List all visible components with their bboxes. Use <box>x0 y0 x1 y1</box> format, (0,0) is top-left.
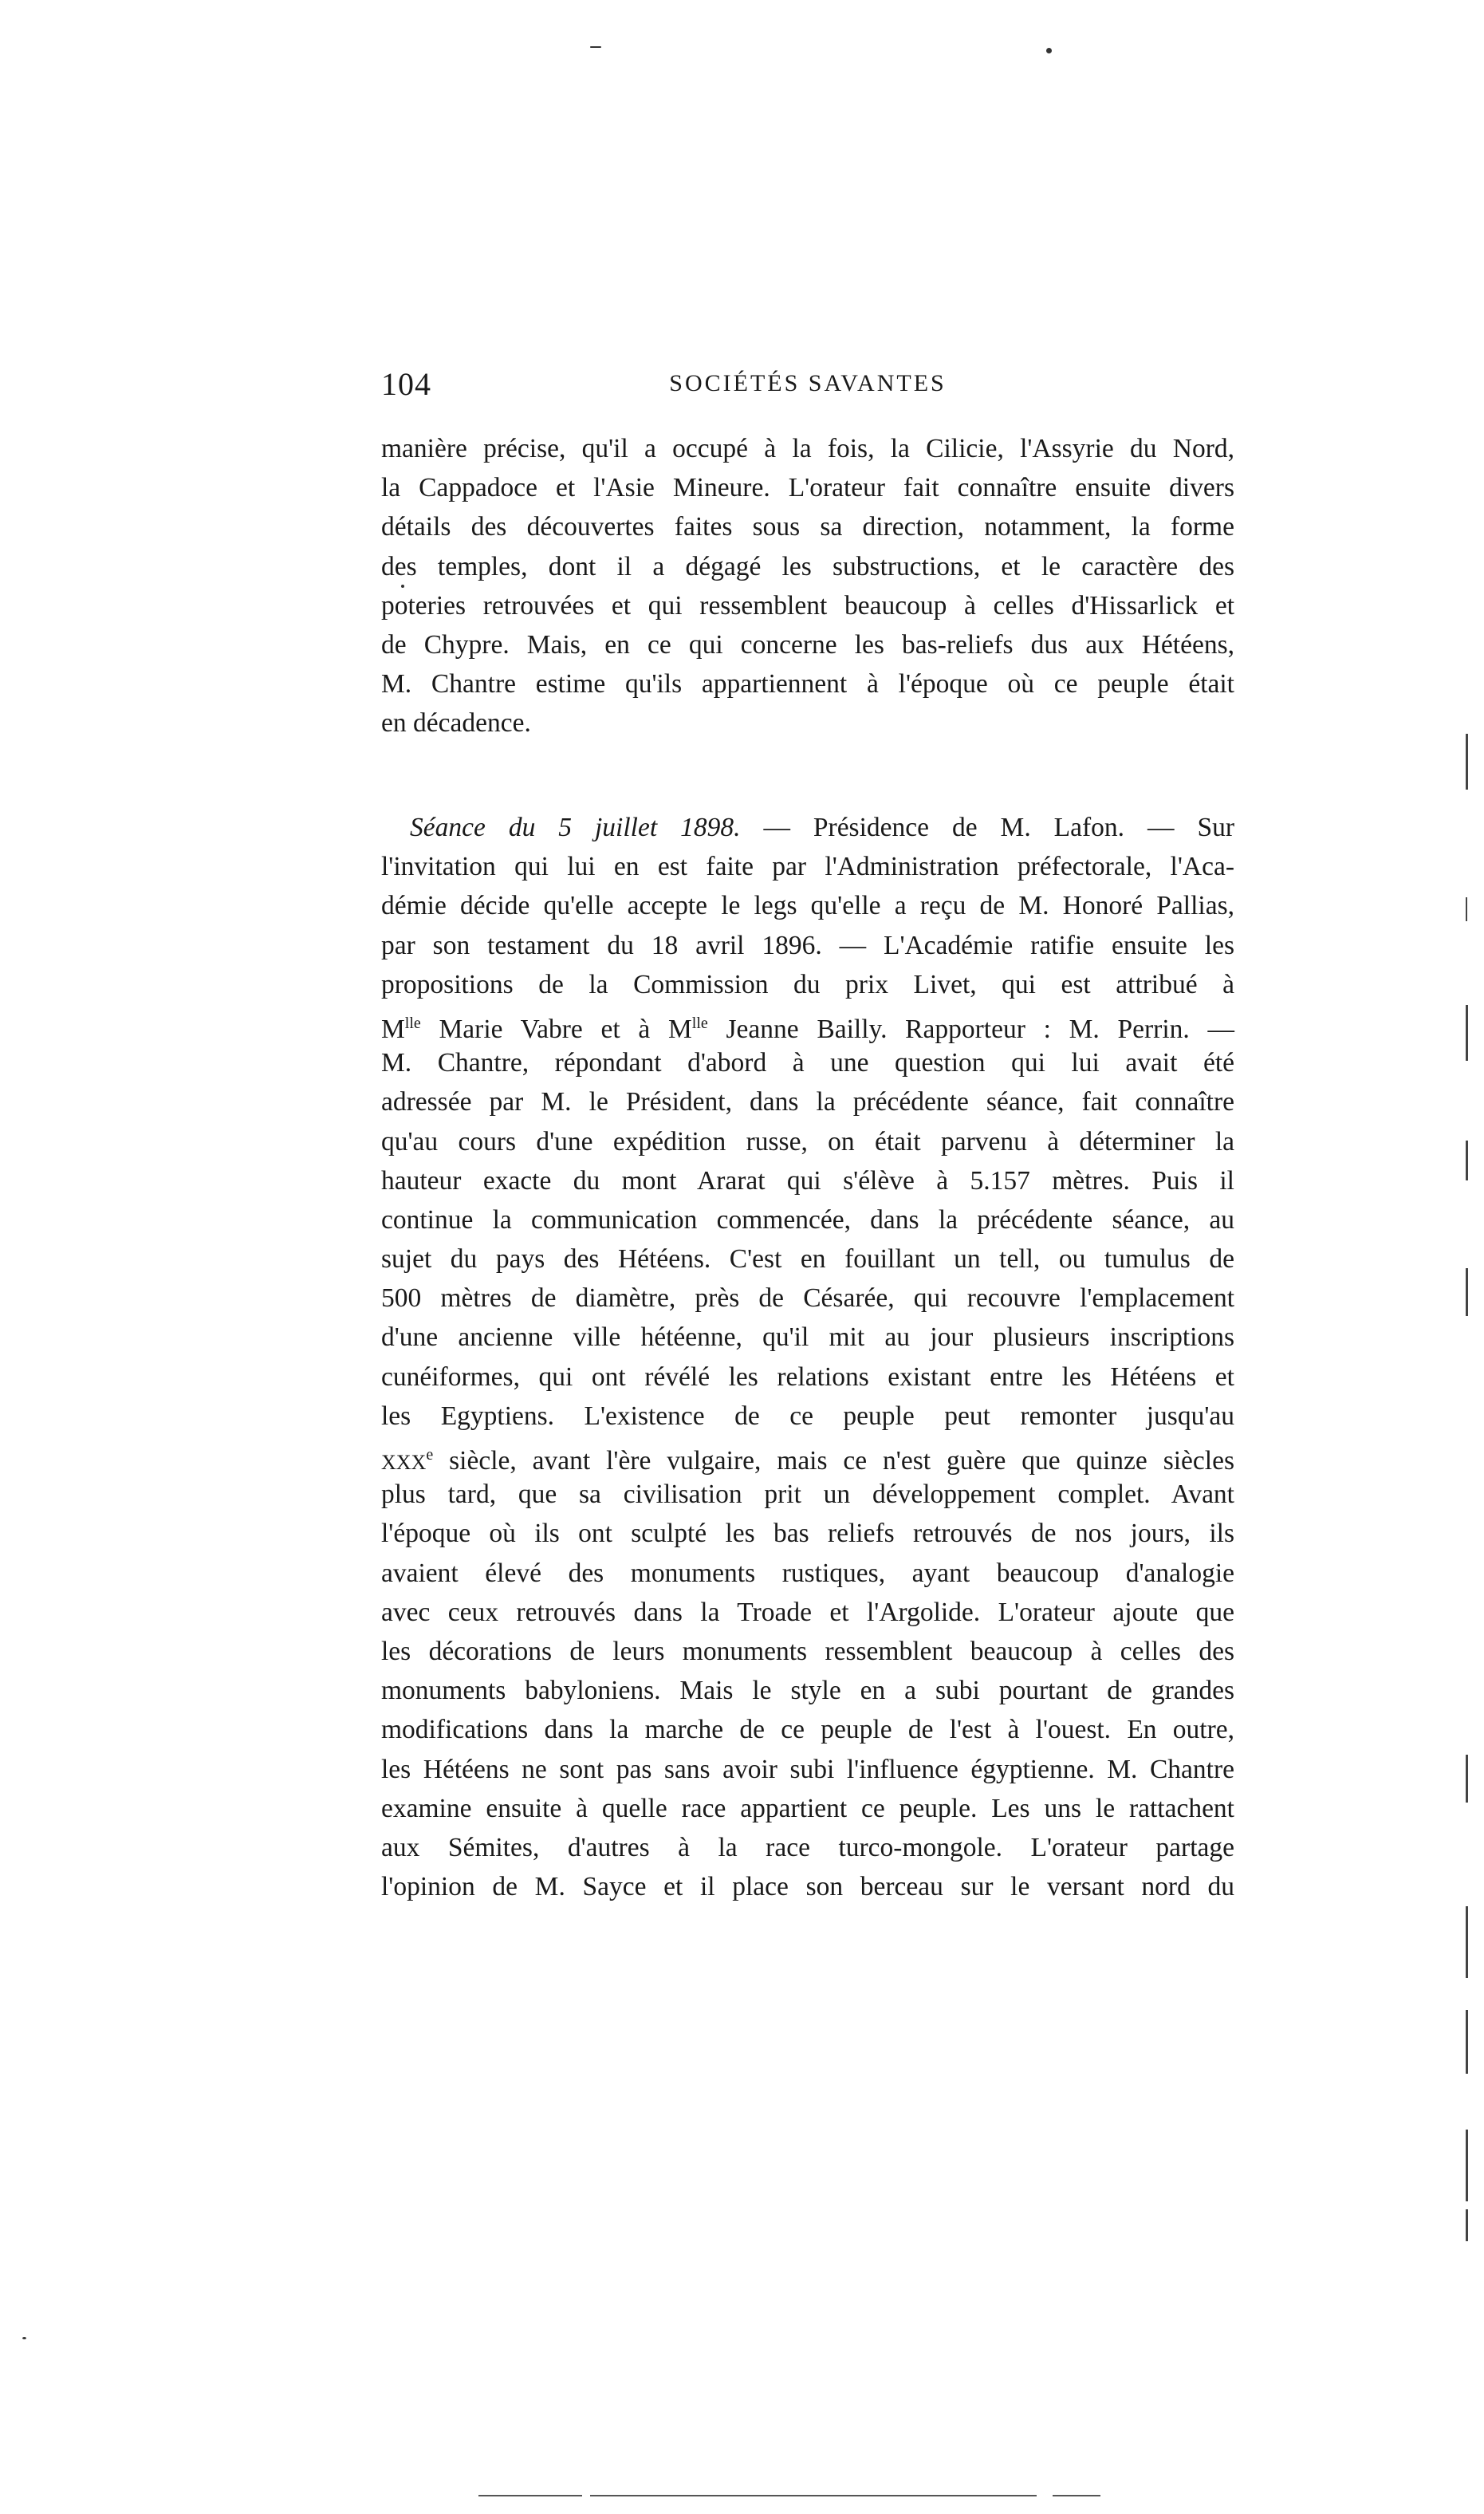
text-line-laureates <box>381 1004 1234 1043</box>
scan-mark <box>1466 734 1468 790</box>
running-title: SOCIÉTÉS SAVANTES <box>669 370 947 396</box>
text-line: examine ensuite à quelle race appartient ce peuple. Les uns le rattachent <box>381 1793 1234 1823</box>
text-line: plus tard, que sa civilisation prit un développement complet. Avant <box>381 1480 1234 1510</box>
text-line: M. Chantre, répondant d'abord à une question qui lui avait été <box>381 1048 1234 1078</box>
text-line: par son testament du 18 avril 1896. — L'Académie ratifie ensuite les <box>381 930 1234 960</box>
scan-mark <box>1466 2209 1468 2241</box>
text-line: avec ceux retrouvés dans la Troade et l'Argolide. L'orateur ajoute que <box>381 1597 1234 1627</box>
text-line: cunéiformes, qui ont révélé les relations existant entre les Hétéens et <box>381 1361 1234 1392</box>
text-line: manière précise, qu'il a occupé à la fois, la Cilicie, l'Assyrie du Nord, <box>381 434 1234 463</box>
text-line: monuments babyloniens. Mais le style en a subi pourtant de grandes <box>381 1676 1234 1706</box>
scan-mark <box>1466 1755 1468 1803</box>
text-line: hauteur exacte du mont Ararat qui s'élève à 5.157 mètres. Puis il <box>381 1165 1234 1196</box>
text-line: en décadence. <box>381 708 531 739</box>
text-fragment: M <box>381 1014 405 1044</box>
scan-mark <box>1466 1005 1468 1061</box>
superscript: lle <box>691 1014 708 1032</box>
text-line: l'époque où ils ont sculpté les bas reliefs retrouvés de nos jours, ils <box>381 1519 1234 1549</box>
text-line: la Cappadoce et l'Asie Mineure. L'orateur fait connaître ensuite divers <box>381 473 1234 503</box>
text-line: l'invitation qui lui en est faite par l'Administration préfectorale, l'Aca- <box>381 852 1234 882</box>
text-line: l'opinion de M. Sayce et il place son berceau sur le versant nord du <box>381 1872 1234 1902</box>
text-line-session <box>381 808 1234 847</box>
text-line: adressée par M. le Président, dans la précédente séance, fait connaître <box>381 1087 1234 1117</box>
scan-edge-line <box>590 2495 1037 2496</box>
page-number: 104 <box>381 366 431 402</box>
text-line: détails des découvertes faites sous sa direction, notamment, la forme <box>381 512 1234 542</box>
text-fragment: Marie Vabre et à M <box>420 1014 692 1044</box>
scan-edge-line <box>1053 2495 1100 2496</box>
text-fragment: siècle, avant l'ère vulgaire, mais ce n'est guère que quinze siècles <box>433 1446 1234 1476</box>
scan-mark <box>1466 1141 1468 1180</box>
text-line: des temples, dont il a dégagé les substructions, et le caractère des <box>381 551 1234 581</box>
scan-mark <box>1466 897 1467 921</box>
text-line: les décorations de leurs monuments ressemblent beaucoup à celles des <box>381 1636 1234 1666</box>
text-line: propositions de la Commission du prix Livet, qui est attribué à <box>381 969 1234 999</box>
superscript: e <box>426 1446 434 1464</box>
superscript: lle <box>404 1014 421 1032</box>
scan-speck <box>1046 48 1052 53</box>
scan-edge-line <box>478 2495 582 2496</box>
text-line: continue la communication commencée, dans la précédente séance, au <box>381 1204 1234 1235</box>
text-line: les Egyptiens. L'existence de ce peuple peut remonter jusqu'au <box>381 1401 1234 1431</box>
text-line: 500 mètres de diamètre, près de Césarée, qui recouvre l'emplacement <box>381 1283 1234 1314</box>
text-fragment: Jeanne Bailly. Rapporteur : M. Perrin. — <box>707 1014 1234 1044</box>
scan-speck <box>401 585 404 588</box>
text-line: démie décide qu'elle accepte le legs qu'elle a reçu de M. Honoré Pallias, <box>381 891 1234 921</box>
scan-speck <box>590 46 601 48</box>
text-line: aux Sémites, d'autres à la race turco-mongole. L'orateur partage <box>381 1832 1234 1862</box>
text-line: sujet du pays des Hétéens. C'est en fouillant un tell, ou tumulus de <box>381 1244 1234 1275</box>
paragraph-2 <box>381 808 1234 1906</box>
text-line: poteries retrouvées et qui ressemblent beaucoup à celles d'Hissarlick et <box>381 590 1234 621</box>
scan-mark <box>1466 1268 1468 1316</box>
text-line: qu'au cours d'une expédition russe, on était parvenu à déterminer la <box>381 1126 1234 1157</box>
scan-mark <box>1466 2010 1468 2074</box>
page-header <box>381 365 1234 413</box>
session-presidency: — Présidence de M. Lafon. — Sur <box>740 813 1234 842</box>
scan-speck <box>22 2337 26 2339</box>
session-heading: Séance du 5 juillet 1898. <box>410 813 741 842</box>
text-line: de Chypre. Mais, en ce qui concerne les bas-reliefs dus aux Hétéens, <box>381 629 1234 660</box>
text-line: d'une ancienne ville hétéenne, qu'il mit au jour plusieurs inscriptions <box>381 1322 1234 1353</box>
scan-mark <box>1466 2130 1468 2201</box>
text-line: les Hétéens ne sont pas sans avoir subi l'influence égyptienne. M. Chantre <box>381 1754 1234 1784</box>
text-line-century <box>381 1436 1234 1475</box>
paragraph-1 <box>381 429 1234 743</box>
text-line: M. Chantre estime qu'ils appartiennent à l'époque où ce peuple était <box>381 669 1234 699</box>
text-line: avaient élevé des monuments rustiques, ayant beaucoup d'analogie <box>381 1558 1234 1588</box>
text-fragment: XXX <box>381 1451 427 1474</box>
scan-mark <box>1466 1906 1468 1978</box>
text-line: modifications dans la marche de ce peuple de l'est à l'ouest. En outre, <box>381 1715 1234 1745</box>
